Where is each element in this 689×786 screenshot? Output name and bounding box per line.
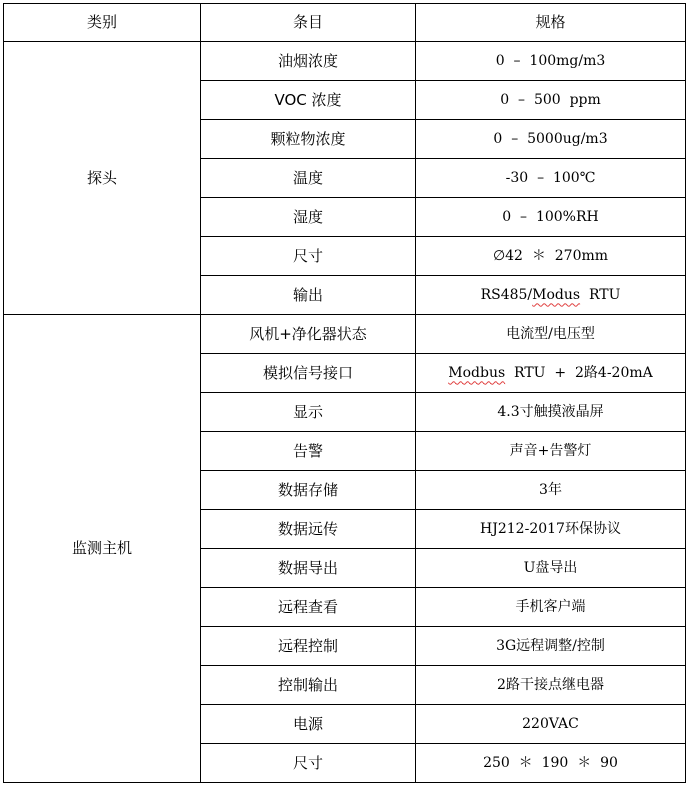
item-cell: 数据存储 — [201, 471, 416, 510]
spec-cell — [416, 510, 686, 549]
spec-cell — [416, 588, 686, 627]
spec-cell — [416, 198, 686, 237]
spec-value: 手机客户端 — [515, 599, 586, 616]
spec-cell — [416, 549, 686, 588]
spec-prefix: RS485/ — [480, 287, 533, 304]
spec-cell — [416, 666, 686, 705]
spec-value — [481, 287, 621, 303]
header-category: 类别 — [4, 4, 201, 42]
spec-value: 220VAC — [522, 716, 579, 733]
spec-cell — [416, 42, 686, 81]
spec-value: U盘导出 — [523, 560, 578, 577]
item-cell: 远程查看 — [201, 588, 416, 627]
item-cell: 颗粒物浓度 — [201, 120, 416, 159]
item-cell: 尺寸 — [201, 744, 416, 783]
spec-value: 3G远程调整/控制 — [496, 638, 605, 655]
spec-value: ∅42 ＊ 270mm — [492, 248, 609, 265]
spec-value: 0 – 100%RH — [502, 209, 599, 226]
item-cell: 告警 — [201, 432, 416, 471]
spec-cell — [416, 432, 686, 471]
header-item: 条目 — [201, 4, 416, 42]
spellcheck-marked-word: Modus — [532, 287, 581, 304]
item-cell: 数据远传 — [201, 510, 416, 549]
spec-value — [448, 365, 653, 381]
item-cell: 油烟浓度 — [201, 42, 416, 81]
spec-cell — [416, 237, 686, 276]
spec-value: 3年 — [539, 482, 562, 499]
spec-cell — [416, 471, 686, 510]
header-row — [4, 4, 686, 42]
spec-cell — [416, 81, 686, 120]
spec-value: 2路干接点继电器 — [497, 677, 604, 694]
item-cell: 输出 — [201, 276, 416, 315]
spec-suffix: RTU — [580, 287, 621, 304]
header-spec: 规格 — [416, 4, 686, 42]
spec-table — [3, 3, 686, 783]
spec-suffix: RTU + 2路4-20mA — [505, 365, 653, 382]
table-row — [4, 315, 686, 354]
spec-value: -30 – 100℃ — [505, 170, 596, 187]
spec-value: 4.3寸触摸液晶屏 — [497, 404, 604, 421]
category-cell-probe: 探头 — [4, 42, 201, 315]
spec-cell — [416, 627, 686, 666]
spec-value: HJ212-2017环保协议 — [480, 521, 621, 538]
spec-value: 0 – 500 ppm — [500, 92, 601, 109]
spec-cell — [416, 315, 686, 354]
spec-cell — [416, 393, 686, 432]
spec-value: 0 – 5000ug/m3 — [493, 131, 608, 148]
spec-value: 声音+告警灯 — [509, 443, 592, 460]
item-cell: VOC 浓度 — [201, 81, 416, 120]
item-cell: 尺寸 — [201, 237, 416, 276]
item-cell: 远程控制 — [201, 627, 416, 666]
spec-value: 电流型/电压型 — [506, 326, 595, 343]
category-cell-host: 监测主机 — [4, 315, 201, 783]
item-cell: 模拟信号接口 — [201, 354, 416, 393]
spec-cell — [416, 744, 686, 783]
table-row — [4, 42, 686, 81]
item-cell: 温度 — [201, 159, 416, 198]
item-cell: 控制输出 — [201, 666, 416, 705]
item-cell: 显示 — [201, 393, 416, 432]
spec-cell — [416, 276, 686, 315]
spec-cell — [416, 120, 686, 159]
item-cell: 风机+净化器状态 — [201, 315, 416, 354]
spellcheck-marked-word: Modbus — [448, 365, 506, 382]
spec-cell — [416, 159, 686, 198]
item-cell: 数据导出 — [201, 549, 416, 588]
spec-value: 250 ＊ 190 ＊ 90 — [483, 755, 618, 772]
spec-value: 0 – 100mg/m3 — [495, 53, 606, 70]
spec-cell — [416, 705, 686, 744]
item-cell: 电源 — [201, 705, 416, 744]
spec-cell — [416, 354, 686, 393]
item-cell: 湿度 — [201, 198, 416, 237]
